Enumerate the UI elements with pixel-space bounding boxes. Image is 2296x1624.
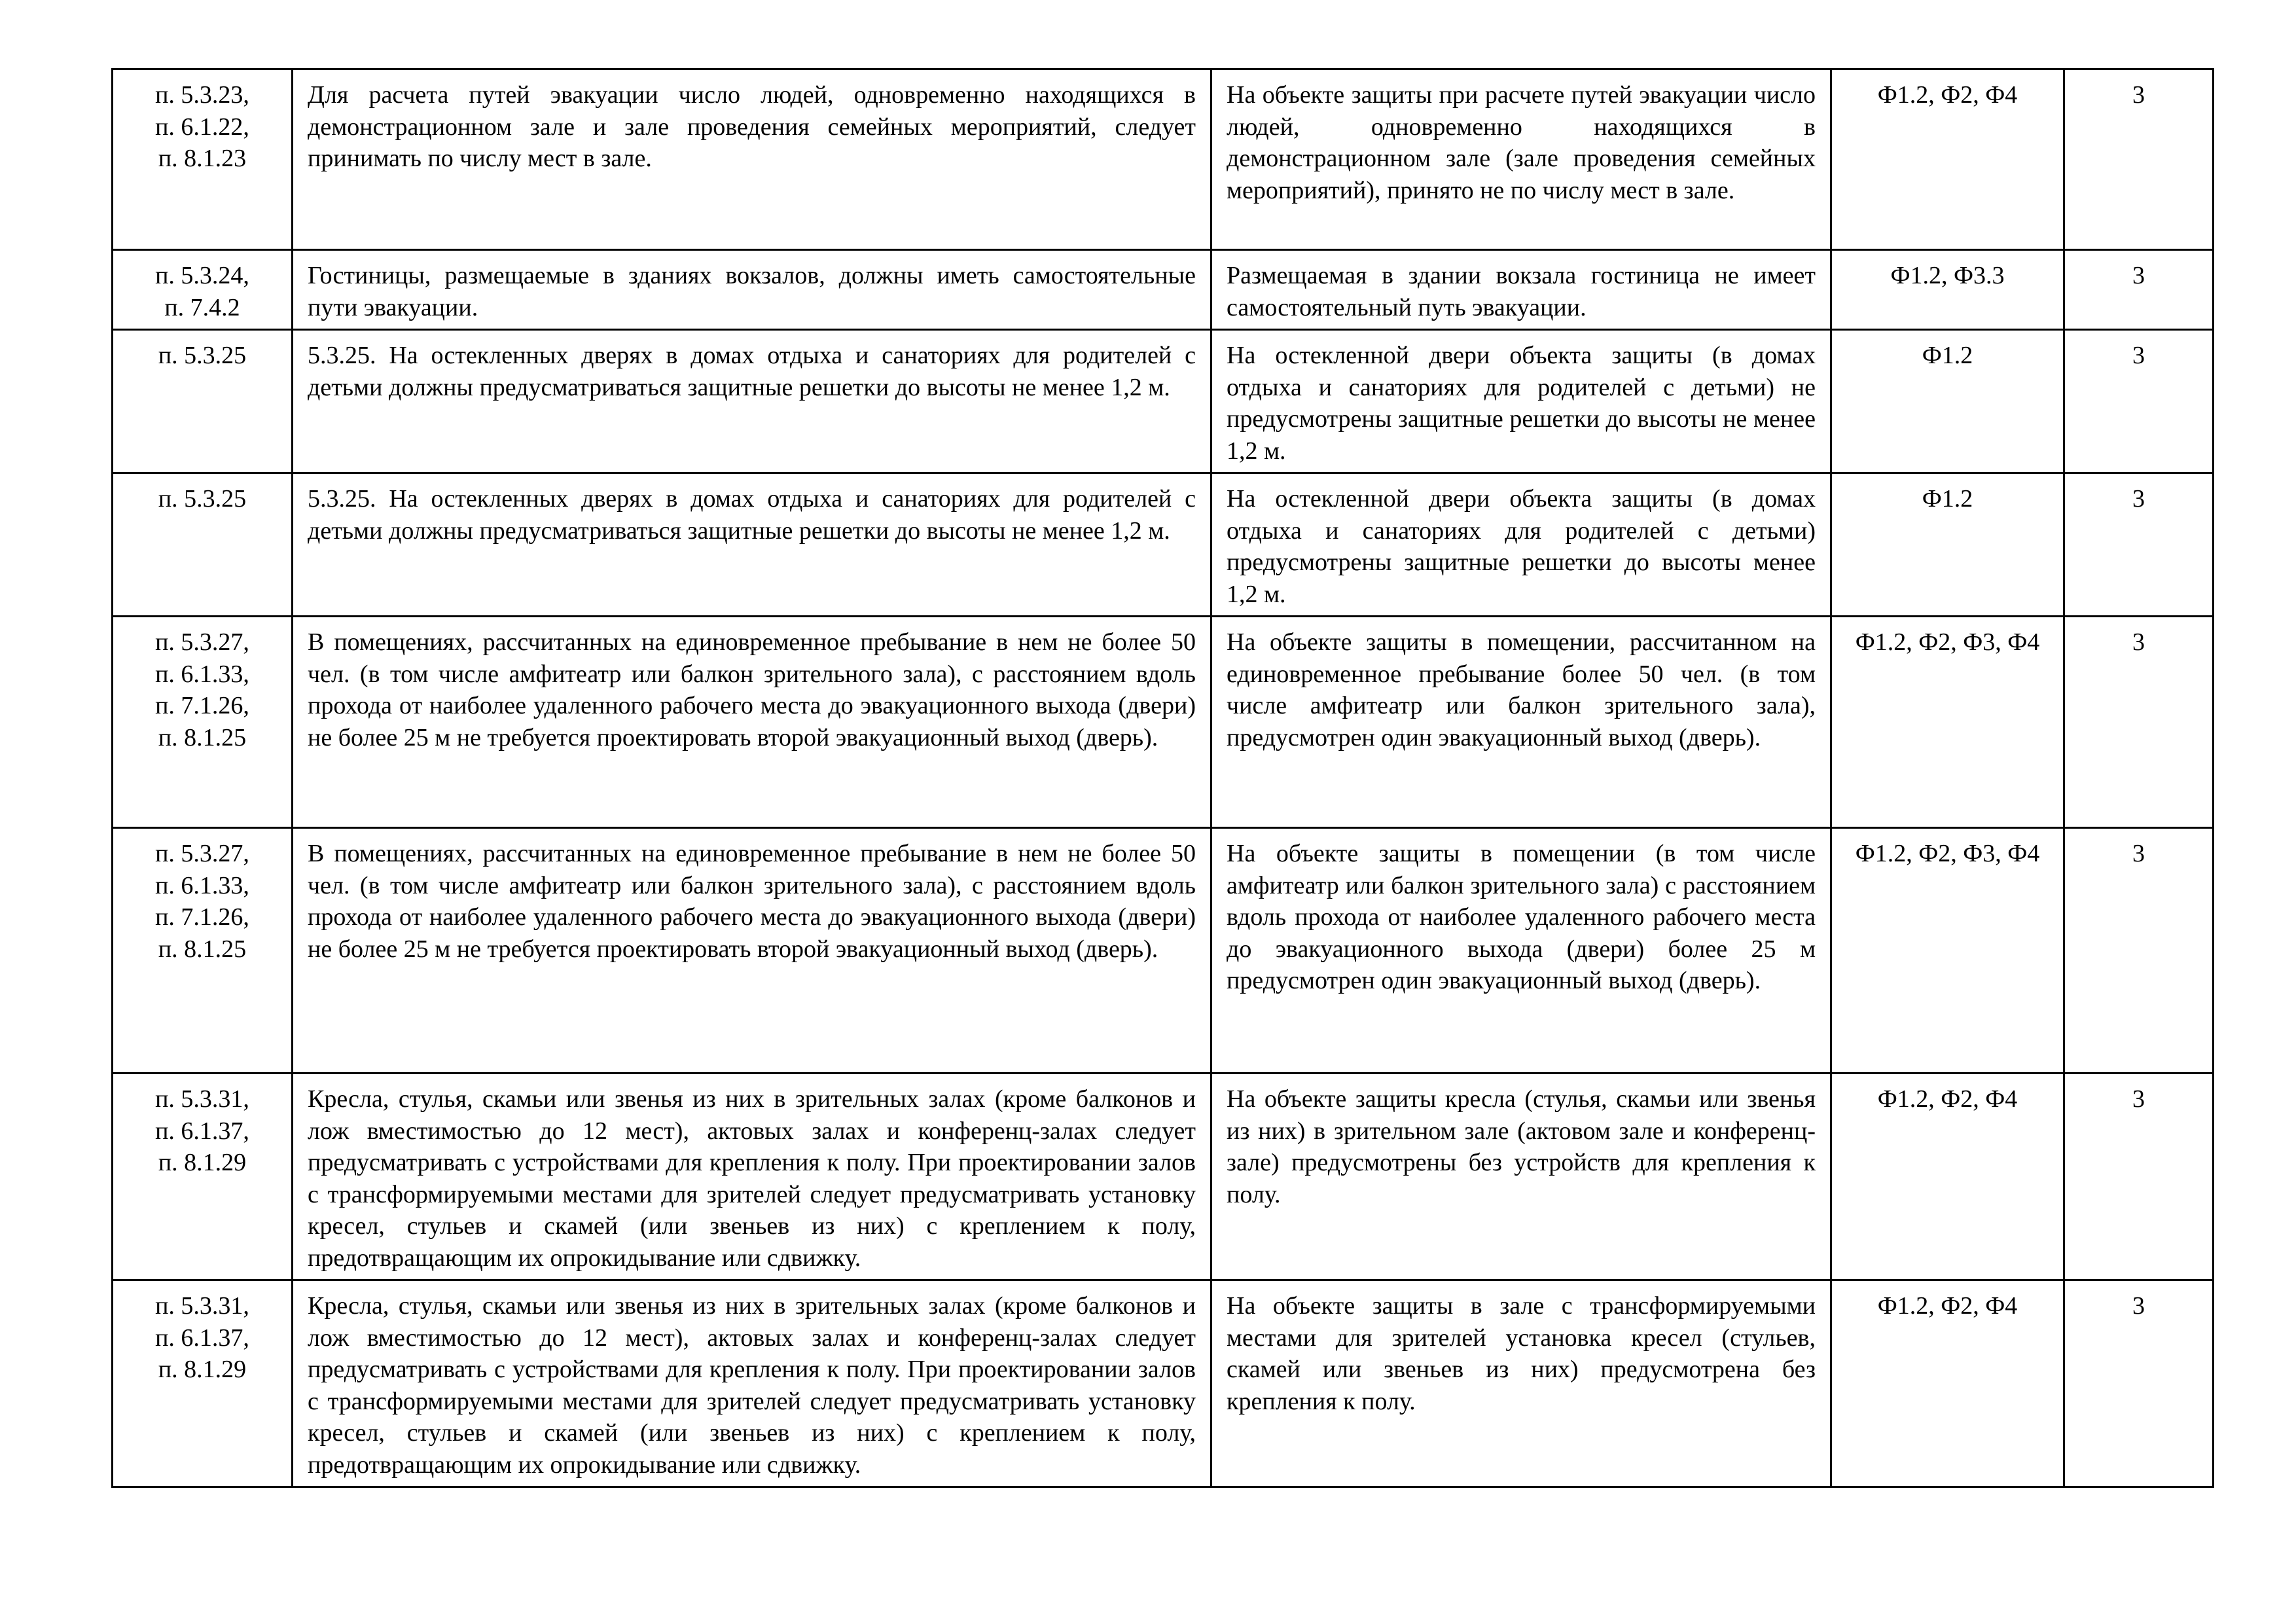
violation-cell: На объекте защиты при расчете путей эвакуации число людей, одновременно находящихся в демонстрационном зале (зале проведения семейных мероприятий), принято не по числу мест в зале. — [1211, 69, 1831, 250]
table-row — [113, 473, 2214, 617]
category-cell: 3 — [2064, 1280, 2214, 1487]
functional-class-cell: Ф1.2, Ф3.3 — [1831, 250, 2064, 330]
reference-item: п. 8.1.25 — [158, 935, 247, 963]
requirement-cell: 5.3.25. На остекленных дверях в домах отдыха и санаториях для родителей с детьми должны предусматриваться защитные решетки до высоты не менее 1,2 м. — [293, 473, 1211, 617]
reference-item: п. 5.3.27, — [155, 840, 249, 867]
reference-item: п. 8.1.25 — [158, 723, 247, 751]
category-cell: 3 — [2064, 1074, 2214, 1280]
violation-cell: На остекленной двери объекта защиты (в домах отдыха и санаториях для родителей с детьми) предусмотрены защитные решетки до высоты менее 1,2 м. — [1211, 473, 1831, 617]
table-row — [113, 250, 2214, 330]
requirement-cell: В помещениях, рассчитанных на единовременное пребывание в нем не более 50 чел. (в том числе амфитеатр или балкон зрительного зала), с расстоянием вдоль прохода от наиболее удаленного рабочего места до эвакуационного выхода (двери) не более 25 м не требуется проектировать второй эвакуационный выход (дверь). — [293, 617, 1211, 828]
functional-class-cell: Ф1.2, Ф2, Ф3, Ф4 — [1831, 828, 2064, 1074]
reference-item: п. 6.1.33, — [155, 871, 249, 899]
reference-cell — [113, 473, 293, 617]
reference-item: п. 5.3.24, — [155, 262, 249, 289]
reference-item: п. 5.3.31, — [155, 1085, 249, 1113]
category-cell: 3 — [2064, 828, 2214, 1074]
reference-item: п. 5.3.25 — [158, 485, 247, 513]
functional-class-cell: Ф1.2, Ф2, Ф4 — [1831, 1074, 2064, 1280]
requirement-cell: Гостиницы, размещаемые в зданиях вокзалов, должны иметь самостоятельные пути эвакуации. — [293, 250, 1211, 330]
reference-cell — [113, 69, 293, 250]
functional-class-cell: Ф1.2 — [1831, 473, 2064, 617]
violation-cell: На объекте защиты кресла (стулья, скамьи или звенья из них) в зрительном зале (актовом зале и конференц-зале) предусмотрены без устройств для крепления к полу. — [1211, 1074, 1831, 1280]
reference-item: п. 8.1.29 — [158, 1356, 247, 1383]
reference-item: п. 8.1.29 — [158, 1149, 247, 1176]
reference-item: п. 5.3.31, — [155, 1292, 249, 1320]
reference-item: п. 6.1.22, — [155, 113, 249, 141]
reference-item: п. 8.1.23 — [158, 145, 247, 172]
table-row — [113, 1280, 2214, 1487]
category-cell: 3 — [2064, 250, 2214, 330]
reference-cell — [113, 828, 293, 1074]
reference-cell — [113, 1074, 293, 1280]
reference-item: п. 6.1.37, — [155, 1117, 249, 1145]
reference-cell — [113, 330, 293, 473]
reference-item: п. 5.3.27, — [155, 628, 249, 656]
violation-cell: На объекте защиты в помещении (в том числе амфитеатр или балкон зрительного зала) с расстоянием вдоль прохода от наиболее удаленного рабочего места до эвакуационного выхода (двери) более 25 м предусмотрен один эвакуационный выход (дверь). — [1211, 828, 1831, 1074]
reference-item: п. 6.1.37, — [155, 1324, 249, 1352]
reference-cell — [113, 1280, 293, 1487]
violation-cell: На остекленной двери объекта защиты (в домах отдыха и санаториях для родителей с детьми) не предусмотрены защитные решетки до высоты не менее 1,2 м. — [1211, 330, 1831, 473]
reference-item: п. 6.1.33, — [155, 660, 249, 688]
violation-cell: На объекте защиты в зале с трансформируемыми местами для зрителей установка кресел (стульев, скамей или звеньев из них) предусмотрена без крепления к полу. — [1211, 1280, 1831, 1487]
reference-item: п. 5.3.25 — [158, 342, 247, 369]
table-row — [113, 617, 2214, 828]
requirements-table — [111, 68, 2214, 1488]
table-row — [113, 1074, 2214, 1280]
category-cell: 3 — [2064, 69, 2214, 250]
requirement-cell: Кресла, стулья, скамьи или звенья из них в зрительных залах (кроме балконов и лож вместимостью до 12 мест), актовых залах и конференц-залах следует предусматривать с устройствами для крепления к полу. При проектировании залов с трансформируемыми местами для зрителей следует предусматривать установку кресел, стульев и скамей (или звеньев из них) с креплением к полу, предотвращающим их опрокидывание или сдвижку. — [293, 1074, 1211, 1280]
violation-cell: На объекте защиты в помещении, рассчитанном на единовременное пребывание более 50 чел. (в том числе амфитеатр или балкон зрительного зала), предусмотрен один эвакуационный выход (дверь). — [1211, 617, 1831, 828]
table-row — [113, 828, 2214, 1074]
category-cell: 3 — [2064, 617, 2214, 828]
functional-class-cell: Ф1.2, Ф2, Ф4 — [1831, 69, 2064, 250]
requirement-cell: В помещениях, рассчитанных на единовременное пребывание в нем не более 50 чел. (в том числе амфитеатр или балкон зрительного зала), с расстоянием вдоль прохода от наиболее удаленного рабочего места до эвакуационного выхода (двери) не более 25 м не требуется проектировать второй эвакуационный выход (дверь). — [293, 828, 1211, 1074]
table-row — [113, 330, 2214, 473]
category-cell: 3 — [2064, 330, 2214, 473]
reference-item: п. 7.4.2 — [164, 293, 240, 321]
requirement-cell: Кресла, стулья, скамьи или звенья из них в зрительных залах (кроме балконов и лож вместимостью до 12 мест), актовых залах и конференц-залах следует предусматривать с устройствами для крепления к полу. При проектировании залов с трансформируемыми местами для зрителей следует предусматривать установку кресел, стульев и скамей (или звеньев из них) с креплением к полу, предотвращающим их опрокидывание или сдвижку. — [293, 1280, 1211, 1487]
reference-cell — [113, 617, 293, 828]
reference-item: п. 7.1.26, — [155, 692, 249, 719]
reference-item: п. 7.1.26, — [155, 903, 249, 931]
table-body — [113, 69, 2214, 1487]
reference-item: п. 5.3.23, — [155, 81, 249, 109]
table-row — [113, 69, 2214, 250]
category-cell: 3 — [2064, 473, 2214, 617]
violation-cell: Размещаемая в здании вокзала гостиница не имеет самостоятельный путь эвакуации. — [1211, 250, 1831, 330]
requirement-cell: 5.3.25. На остекленных дверях в домах отдыха и санаториях для родителей с детьми должны предусматриваться защитные решетки до высоты не менее 1,2 м. — [293, 330, 1211, 473]
reference-cell — [113, 250, 293, 330]
functional-class-cell: Ф1.2, Ф2, Ф3, Ф4 — [1831, 617, 2064, 828]
functional-class-cell: Ф1.2, Ф2, Ф4 — [1831, 1280, 2064, 1487]
functional-class-cell: Ф1.2 — [1831, 330, 2064, 473]
requirement-cell: Для расчета путей эвакуации число людей, одновременно находящихся в демонстрационном зале и зале проведения семейных мероприятий, следует принимать по числу мест в зале. — [293, 69, 1211, 250]
